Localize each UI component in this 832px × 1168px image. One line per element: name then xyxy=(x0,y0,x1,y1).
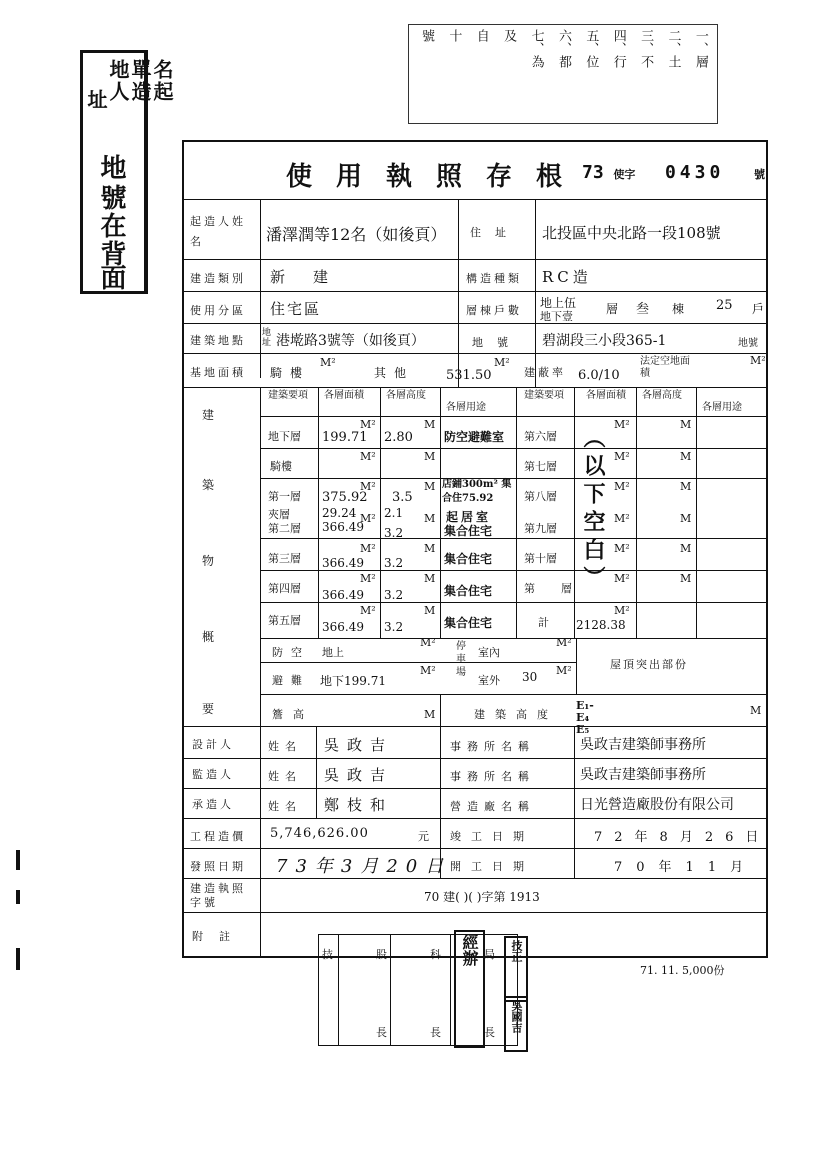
builder-name: 潘澤潤等12名（如後頁） xyxy=(266,225,447,244)
floors-label: 層棟戶數 xyxy=(466,304,522,317)
unit-m: M xyxy=(424,708,436,721)
stamp-col-4: 址 xyxy=(84,89,108,111)
floor-height: 3.5 xyxy=(392,490,413,505)
indoor-label: 室內 xyxy=(478,646,500,659)
engineer-name-seal: 吳國吉 xyxy=(504,996,528,1052)
building-height-label: 建築高度 xyxy=(474,708,558,721)
cost-value: 5,746,626.00 xyxy=(270,826,369,841)
note-col: 及 xyxy=(501,29,517,42)
outdoor-value: 30 xyxy=(522,670,538,684)
floor-name: 第一層 xyxy=(268,490,301,503)
floor-height: 3.2 xyxy=(384,620,404,634)
permit-ref-value: 70 建( )( )字第 1913 xyxy=(424,890,540,904)
note-col: 一、層 xyxy=(692,29,708,68)
mezzanine-height: 2.1 xyxy=(384,506,404,520)
start-date-label: 開工日期 xyxy=(450,860,534,873)
unit-m2: M² xyxy=(614,480,630,493)
arcade-unit: M² xyxy=(320,356,336,369)
mezzanine-area: 29.24 xyxy=(322,506,357,520)
contractor-name-label: 姓名 xyxy=(268,800,302,813)
unit-m2: M² xyxy=(614,542,630,555)
stamp-col-2: 單造 xyxy=(128,59,152,103)
scan-mark xyxy=(16,890,20,904)
completion-date: 72年8月26日 xyxy=(594,830,771,845)
unit-m2: M² xyxy=(360,512,376,525)
supervisor-office-label: 事務所名稱 xyxy=(450,770,535,783)
floor-name: 騎樓 xyxy=(270,460,292,473)
note-col: 七、為 xyxy=(528,29,544,68)
right-floor-name: 第六層 xyxy=(524,430,557,443)
coverage-value: 6.0/10 xyxy=(578,368,620,383)
header-height-right: 各層高度 xyxy=(642,390,682,401)
permit-suffix: 號 xyxy=(753,168,765,181)
unit-m: M xyxy=(680,512,692,525)
unit-m: M xyxy=(424,604,436,617)
stamp-label: 長 xyxy=(430,1026,441,1039)
parking-label: 停車場 xyxy=(456,641,466,678)
unit-m: M xyxy=(680,418,692,431)
unit-m: M xyxy=(680,572,692,585)
contractor-office: 日光營造廠股份有限公司 xyxy=(580,797,734,813)
unit-m: M xyxy=(424,480,436,493)
stamp-label: 股 xyxy=(376,948,387,961)
site-sub-label: 地址 xyxy=(262,328,272,348)
floor-area: 375.92 xyxy=(322,490,368,505)
cost-unit: 元 xyxy=(418,830,429,843)
builder-label: 起造人姓名 xyxy=(190,215,246,248)
start-date: 70年11月 xyxy=(614,860,758,875)
floor-area: 366.49 xyxy=(322,588,364,602)
floor-use: 集合住宅 xyxy=(444,524,493,538)
floor-use: 店鋪300m² 集合住75.92 xyxy=(442,479,512,504)
side-label-3: 物 xyxy=(202,554,215,568)
unit-m: M xyxy=(424,418,436,431)
buildings-count: 叁 xyxy=(636,302,650,317)
floor-name: 地下層 xyxy=(268,430,301,443)
form-title: 使用執照存根 xyxy=(286,162,587,192)
area-label: 基地面積 xyxy=(190,366,246,379)
right-floor-name: 第層 xyxy=(524,582,598,595)
permit-number xyxy=(582,162,765,183)
note-col: 四、行 xyxy=(610,29,626,68)
unit-m2: M² xyxy=(360,542,376,555)
note-col: 自 xyxy=(473,29,489,42)
unit-m: M xyxy=(680,450,692,463)
air-raid-label: 防空 xyxy=(272,646,310,659)
header-height-left: 各層高度 xyxy=(386,390,426,401)
unit-m: M xyxy=(750,704,762,717)
floor-use: 集合住宅 xyxy=(444,584,493,598)
arcade-label: 騎樓 xyxy=(270,366,311,380)
permit-year: 73 xyxy=(582,162,604,183)
other-unit: M² xyxy=(494,356,510,369)
lot-label: 地號 xyxy=(472,336,522,349)
other-label: 其他 xyxy=(374,366,415,380)
unit-m2: M² xyxy=(614,512,630,525)
site-address: 港墘路3號等（如後頁） xyxy=(276,333,425,349)
legal-space-label: 法定空地面積 xyxy=(640,356,690,379)
stamp-text-di: 地 xyxy=(96,154,126,182)
floor-use: 集合住宅 xyxy=(444,552,493,566)
structure-value: RC造 xyxy=(542,268,592,286)
floor-unit: 層 xyxy=(606,302,619,316)
legal-unit: M² xyxy=(750,354,766,367)
unit-m2: M² xyxy=(614,418,630,431)
issue-date-label: 發照日期 xyxy=(190,860,246,873)
completion-label: 竣工日期 xyxy=(450,830,534,843)
supervisor-office: 吳政吉建築師事務所 xyxy=(580,767,706,783)
floors-above: 地上伍 xyxy=(540,296,577,310)
side-label-4: 概 xyxy=(202,630,215,644)
unit-m2: M² xyxy=(360,418,376,431)
supervisor-role: 監造人 xyxy=(192,768,234,781)
note-col: 二、土 xyxy=(665,29,681,68)
total-area: 2128.38 xyxy=(576,618,626,632)
designer-office-label: 事務所名稱 xyxy=(450,740,535,753)
permit-ref-label: 建造執照字號 xyxy=(190,882,246,909)
designer-office: 吳政吉建築師事務所 xyxy=(580,737,706,753)
zone-label: 使用分區 xyxy=(190,304,246,317)
floor-use: 防空避難室 xyxy=(444,430,505,444)
contractor-name: 鄭枝和 xyxy=(324,796,394,814)
eaves-label: 簷高 xyxy=(272,708,314,721)
stamp-col-3: 地人 xyxy=(106,59,130,103)
roof-label: 屋頂突出部份 xyxy=(610,658,688,671)
other-value: 531.50 xyxy=(446,368,492,383)
scan-mark xyxy=(16,850,20,870)
stamp-text-hao: 號 xyxy=(96,184,126,212)
stamp-col-1: 名起 xyxy=(150,59,174,103)
floor-area: 366.49 xyxy=(322,520,364,534)
outdoor-label: 室外 xyxy=(478,674,500,687)
unit-m2: M² xyxy=(360,480,376,493)
side-label-1: 建 xyxy=(202,408,215,422)
total-label: 計 xyxy=(538,616,549,629)
engineer-seal: 技正 xyxy=(504,936,528,1002)
unit-m: M xyxy=(680,542,692,555)
official-seal: 經辦 xyxy=(454,930,485,1048)
side-label-2: 築 xyxy=(202,478,215,492)
side-label-5: 要 xyxy=(202,702,215,716)
floor-name: 第三層 xyxy=(268,552,301,565)
unit-m: M xyxy=(424,512,436,525)
floor-use: 集合住宅 xyxy=(444,616,493,630)
floor-height: 3.2 xyxy=(384,556,404,570)
builder-address: 北投區中央北路一段108號 xyxy=(542,224,721,242)
elevation-marks: E₁-E₄ E₅ xyxy=(576,699,594,736)
evacuation-label: 避難 xyxy=(272,674,310,687)
unit-m: M xyxy=(680,480,692,493)
unit-m2: M² xyxy=(556,636,572,649)
site-label: 建築地點 xyxy=(190,334,246,347)
unit-label: 戶 xyxy=(752,302,765,316)
structure-label: 構造種類 xyxy=(466,272,522,285)
header-use-left: 各層用途 xyxy=(446,402,486,413)
issue-date: 73年3月20日 xyxy=(276,856,452,877)
units-count: 25 xyxy=(716,298,733,313)
unit-m: M xyxy=(424,450,436,463)
designer-role: 設計人 xyxy=(192,738,234,751)
blank-note: （以下空白） xyxy=(580,426,606,594)
header-area-right: 各層面積 xyxy=(586,390,626,401)
stamp-label: 局 xyxy=(484,948,495,961)
floor-area: 366.49 xyxy=(322,556,364,570)
unit-m2: M² xyxy=(360,450,376,463)
building-unit: 棟 xyxy=(672,302,685,316)
floor-area: 199.71 xyxy=(322,430,368,445)
header-area-left: 各層面積 xyxy=(324,390,364,401)
floor-name: 第二層 xyxy=(268,522,301,535)
unit-m2: M² xyxy=(614,572,630,585)
scan-mark xyxy=(16,948,20,970)
header-item-right: 建築要項 xyxy=(524,390,564,401)
floor-area: 366.49 xyxy=(322,620,364,634)
unit-m2: M² xyxy=(360,572,376,585)
right-floor-name: 第九層 xyxy=(524,522,557,535)
cost-label: 工程造價 xyxy=(190,830,246,843)
stamp-text-bei: 背 xyxy=(96,240,126,268)
stamp-label: 長 xyxy=(484,1026,495,1039)
notes-label: 附註 xyxy=(192,930,246,943)
designer-name: 吳政吉 xyxy=(324,736,394,754)
unit-m2: M² xyxy=(420,636,436,649)
type-value: 新建 xyxy=(270,268,357,286)
floor-height: 3.2 xyxy=(384,526,404,540)
coverage-label: 建蔽率 xyxy=(524,366,566,379)
below-ground-area: 地下199.71 xyxy=(320,674,386,688)
right-floor-name: 第十層 xyxy=(524,552,557,565)
floor-name: 第五層 xyxy=(268,614,301,627)
note-col: 五、位 xyxy=(583,29,599,68)
top-notes-box xyxy=(408,24,718,124)
contractor-role: 承造人 xyxy=(192,798,234,811)
floor-height: 3.2 xyxy=(384,588,404,602)
unit-m2: M² xyxy=(420,664,436,677)
unit-m2: M² xyxy=(556,664,572,677)
supervisor-name: 吳政吉 xyxy=(324,766,394,784)
mezzanine-name: 夾層 xyxy=(268,508,290,521)
stamp-label: 長 xyxy=(376,1026,387,1039)
unit-m: M xyxy=(424,542,436,555)
header-item-left: 建築要項 xyxy=(268,390,308,401)
contractor-office-label: 營造廠名稱 xyxy=(450,800,535,813)
permit-char: 使字 xyxy=(613,168,636,181)
designer-name-label: 姓名 xyxy=(268,740,302,753)
floors-below: 地下壹 xyxy=(540,310,573,323)
stamp-text-zai: 在 xyxy=(96,212,126,240)
right-floor-name: 第七層 xyxy=(524,460,557,473)
stamp-text-mian: 面 xyxy=(96,264,126,292)
unit-m: M xyxy=(424,572,436,585)
stamp-label: 技 xyxy=(322,948,333,961)
floor-name: 第四層 xyxy=(268,582,301,595)
note-col: 號 xyxy=(419,29,434,42)
print-note: 71. 11. 5,000份 xyxy=(640,964,725,977)
permit-serial: 0430 xyxy=(664,162,725,183)
unit-m2: M² xyxy=(614,604,630,617)
above-ground-label: 地上 xyxy=(322,646,344,659)
header-use-right: 各層用途 xyxy=(702,402,742,413)
floor-height: 2.80 xyxy=(384,430,413,445)
lot-suffix: 地號 xyxy=(738,338,758,349)
mezzanine-use: 起居室 xyxy=(446,510,492,524)
stamp-label: 科 xyxy=(430,948,441,961)
type-label: 建造類別 xyxy=(190,272,246,285)
unit-m2: M² xyxy=(360,604,376,617)
note-col: 六、都 xyxy=(555,29,571,68)
note-col: 十 xyxy=(446,29,462,42)
zone-value: 住宅區 xyxy=(270,300,322,318)
unit-m2: M² xyxy=(614,450,630,463)
note-col: 三、不 xyxy=(638,29,654,68)
address-label: 住址 xyxy=(470,226,520,239)
right-floor-name: 第八層 xyxy=(524,490,557,503)
lot-value: 碧湖段三小段365-1 xyxy=(542,333,667,349)
supervisor-name-label: 姓名 xyxy=(268,770,302,783)
